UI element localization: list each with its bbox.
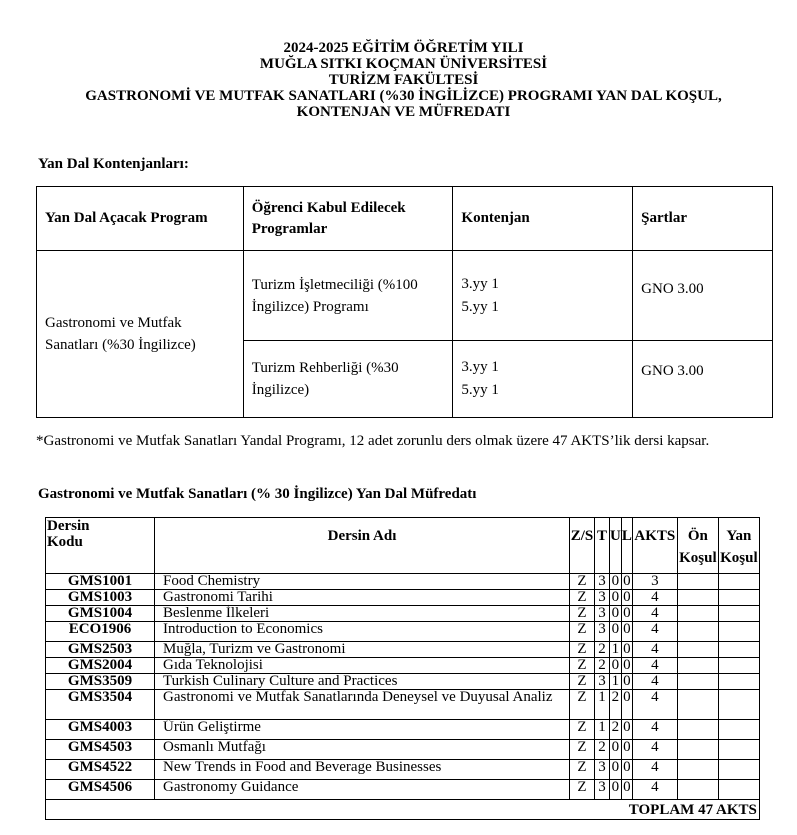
course-name: Food Chemistry xyxy=(155,574,570,590)
course-name: Gastronomi Tarihi xyxy=(155,590,570,606)
course-name: Gıda Teknolojisi xyxy=(155,658,570,674)
practice-hours: 0 xyxy=(610,658,622,674)
theory-hours: 1 xyxy=(595,690,610,720)
course-akts: 4 xyxy=(632,642,677,658)
program-note: *Gastronomi ve Mutfak Sanatları Yandal Programı, 12 adet zorunlu ders olmak üzere 47 AKTS’lik dersi kapsar. xyxy=(36,433,710,449)
condition-cell: GNO 3.00 xyxy=(633,341,773,418)
lab-hours: 0 xyxy=(621,720,632,740)
course-name: Gastronomi ve Mutfak Sanatlarında Deneysel ve Duyusal Analiz xyxy=(155,690,570,720)
course-type: Z xyxy=(570,674,595,690)
prerequisite-cell xyxy=(677,574,718,590)
practice-hours: 0 xyxy=(610,622,622,642)
lab-hours: 0 xyxy=(621,780,632,800)
course-code: GMS4503 xyxy=(46,740,155,760)
course-row xyxy=(46,760,760,780)
theory-hours: 2 xyxy=(595,740,610,760)
lab-hours: 0 xyxy=(623,589,631,605)
course-row xyxy=(46,590,760,606)
course-akts: 4 xyxy=(632,690,677,720)
course-code: GMS2004 xyxy=(46,658,155,674)
theory-hours: 3 xyxy=(595,590,610,606)
opening-program-cell: Gastronomi ve Mutfak Sanatları (%30 İngilizce) xyxy=(37,251,244,418)
theory-hours: 3 xyxy=(595,622,610,642)
course-row xyxy=(46,642,760,658)
course-row xyxy=(46,674,760,690)
course-row xyxy=(46,690,760,720)
course-code: GMS3509 xyxy=(46,674,155,690)
course-code-header xyxy=(46,518,155,574)
course-row xyxy=(46,574,760,590)
faculty-title: TURİZM FAKÜLTESİ xyxy=(328,72,479,88)
corequisite-cell xyxy=(718,574,759,590)
course-type: Z xyxy=(570,642,595,658)
theory-hours: 2 xyxy=(595,658,610,674)
prerequisite-cell xyxy=(677,780,718,800)
practice-hours: 2 xyxy=(610,720,622,740)
course-akts: 4 xyxy=(632,658,677,674)
capacity-cell xyxy=(453,251,633,341)
course-row xyxy=(46,740,760,760)
practice-hours: 0 xyxy=(610,590,622,606)
prerequisite-cell xyxy=(677,642,718,658)
quota-row xyxy=(37,251,773,341)
course-code: GMS2503 xyxy=(46,642,155,658)
header-text: Kodu xyxy=(47,534,83,550)
capacity-value: 5.yy 1 xyxy=(461,298,499,315)
course-code: GMS4522 xyxy=(46,760,155,780)
theory-hours: 2 xyxy=(595,642,610,658)
course-name-header: Dersin Adı xyxy=(155,518,570,574)
theory-hours: 3 xyxy=(595,606,610,622)
course-type: Z xyxy=(570,780,595,800)
practice-hours: 0 xyxy=(610,760,622,780)
course-akts: 4 xyxy=(632,590,677,606)
course-akts: 4 xyxy=(632,674,677,690)
header-text: Dersin xyxy=(47,518,90,534)
header-text: Koşul xyxy=(720,550,758,566)
theory-header: T xyxy=(595,518,610,574)
practice-hours: 0 xyxy=(610,740,622,760)
lab-hours: 0 xyxy=(621,740,632,760)
prerequisite-cell xyxy=(677,658,718,674)
course-name: Muğla, Turizm ve Gastronomi xyxy=(155,642,570,658)
practice-hours: 1 xyxy=(610,674,622,690)
prerequisite-cell xyxy=(677,760,718,780)
total-row xyxy=(46,800,760,820)
zs-header: Z/S xyxy=(570,518,595,574)
course-akts: 4 xyxy=(632,606,677,622)
course-type: Z xyxy=(570,658,595,674)
corequisite-cell xyxy=(718,674,759,690)
course-code: GMS4506 xyxy=(46,780,155,800)
curriculum-table xyxy=(45,517,760,820)
program-title-line2: KONTENJAN VE MÜFREDATI xyxy=(296,104,511,120)
theory-hours: 1 xyxy=(595,720,610,740)
lab-hours: 0 xyxy=(623,605,631,621)
course-row xyxy=(46,622,760,642)
course-code: GMS1003 xyxy=(46,590,155,606)
course-name: Beslenme İlkeleri xyxy=(155,606,570,622)
curriculum-header-row xyxy=(46,518,760,574)
capacity-value: 3.yy 1 xyxy=(461,359,499,375)
practice-hours: 0 xyxy=(610,606,622,622)
corequisite-cell xyxy=(718,606,759,622)
corequisite-cell xyxy=(718,658,759,674)
prerequisite-cell xyxy=(677,690,718,720)
capacity-value: 3.yy 1 xyxy=(461,275,499,292)
course-type: Z xyxy=(570,606,595,622)
prerequisite-cell xyxy=(677,720,718,740)
lab-hours: 0 xyxy=(621,690,632,720)
quota-col-header: Yan Dal Açacak Program xyxy=(37,187,244,251)
corequisite-cell xyxy=(718,642,759,658)
quota-col-header: Şartlar xyxy=(633,187,773,251)
akts-header: AKTS xyxy=(632,518,677,574)
course-name: Ürün Geliştirme xyxy=(155,720,570,740)
corequisite-cell xyxy=(718,760,759,780)
capacity-cell xyxy=(453,341,633,418)
course-akts: 4 xyxy=(632,780,677,800)
document-title-block xyxy=(0,40,797,120)
theory-hours: 3 xyxy=(595,780,610,800)
program-title-line1: GASTRONOMİ VE MUTFAK SANATLARI (%30 İNGİLİZCE) PROGRAMI YAN DAL KOŞUL, xyxy=(85,88,722,104)
practice-hours: 1 xyxy=(610,642,622,658)
course-code: GMS3504 xyxy=(46,690,155,720)
course-code: GMS1001 xyxy=(46,574,155,590)
course-akts: 4 xyxy=(632,720,677,740)
course-code: GMS4003 xyxy=(46,720,155,740)
course-code: ECO1906 xyxy=(46,622,155,642)
quota-section-heading: Yan Dal Kontenjanları: xyxy=(38,156,189,172)
course-name: Introduction to Economics xyxy=(155,622,570,642)
accepted-program-cell: Turizm İşletmeciliği (%100 İngilizce) Programı xyxy=(243,251,453,341)
practice-header: U xyxy=(610,518,622,574)
course-row xyxy=(46,606,760,622)
course-type: Z xyxy=(570,622,595,642)
course-type: Z xyxy=(570,590,595,606)
practice-hours: 2 xyxy=(610,690,622,720)
corequisite-cell xyxy=(718,690,759,720)
lab-hours: 0 xyxy=(621,760,632,780)
practice-hours: 0 xyxy=(610,574,622,590)
theory-hours: 3 xyxy=(595,674,610,690)
course-akts: 3 xyxy=(632,574,677,590)
course-type: Z xyxy=(570,720,595,740)
course-type: Z xyxy=(570,760,595,780)
corequisite-header xyxy=(718,518,759,574)
course-akts: 4 xyxy=(632,760,677,780)
lab-hours: 0 xyxy=(623,657,631,673)
course-type: Z xyxy=(570,740,595,760)
course-type: Z xyxy=(570,574,595,590)
corequisite-cell xyxy=(718,720,759,740)
quota-col-header: Öğrenci Kabul Edilecek Programlar xyxy=(243,187,453,251)
course-row xyxy=(46,720,760,740)
prerequisite-cell xyxy=(677,590,718,606)
theory-hours: 3 xyxy=(595,574,610,590)
course-name: Osmanlı Mutfağı xyxy=(155,740,570,760)
header-text: Koşul xyxy=(679,550,717,566)
prerequisite-cell xyxy=(677,674,718,690)
course-code: GMS1004 xyxy=(46,606,155,622)
quota-header-row xyxy=(37,187,773,251)
course-type: Z xyxy=(570,690,595,720)
prerequisite-cell xyxy=(677,606,718,622)
lab-hours: 0 xyxy=(623,573,631,589)
corequisite-cell xyxy=(718,622,759,642)
corequisite-cell xyxy=(718,740,759,760)
corequisite-cell xyxy=(718,780,759,800)
capacity-value: 5.yy 1 xyxy=(461,382,499,398)
course-akts: 4 xyxy=(632,740,677,760)
course-row xyxy=(46,780,760,800)
header-text: Ön xyxy=(687,528,708,544)
lab-hours: 0 xyxy=(623,641,631,657)
prerequisite-cell xyxy=(677,622,718,642)
prerequisite-cell xyxy=(677,740,718,760)
quota-table xyxy=(36,186,773,418)
academic-year-title: 2024-2025 EĞİTİM ÖĞRETİM YILI xyxy=(283,40,524,56)
lab-hours: 0 xyxy=(621,622,632,642)
course-rows xyxy=(46,574,760,800)
university-title: MUĞLA SITKI KOÇMAN ÜNİVERSİTESİ xyxy=(259,56,548,72)
theory-hours: 3 xyxy=(595,760,610,780)
course-name: Turkish Culinary Culture and Practices xyxy=(155,674,570,690)
curriculum-heading: Gastronomi ve Mutfak Sanatları (% 30 İngilizce) Yan Dal Müfredatı xyxy=(38,486,477,502)
accepted-program-cell: Turizm Rehberliği (%30 İngilizce) xyxy=(243,341,453,418)
total-akts: TOPLAM 47 AKTS xyxy=(46,800,760,820)
course-row xyxy=(46,658,760,674)
course-akts: 4 xyxy=(632,622,677,642)
prerequisite-header xyxy=(677,518,718,574)
course-name: Gastronomy Guidance xyxy=(155,780,570,800)
course-name: New Trends in Food and Beverage Businesses xyxy=(155,760,570,780)
quota-col-header: Kontenjan xyxy=(453,187,633,251)
corequisite-cell xyxy=(718,590,759,606)
lab-hours: 0 xyxy=(623,673,631,689)
header-text: Yan xyxy=(726,528,752,544)
lab-header: L xyxy=(621,518,632,574)
condition-cell: GNO 3.00 xyxy=(633,251,773,341)
practice-hours: 0 xyxy=(610,780,622,800)
